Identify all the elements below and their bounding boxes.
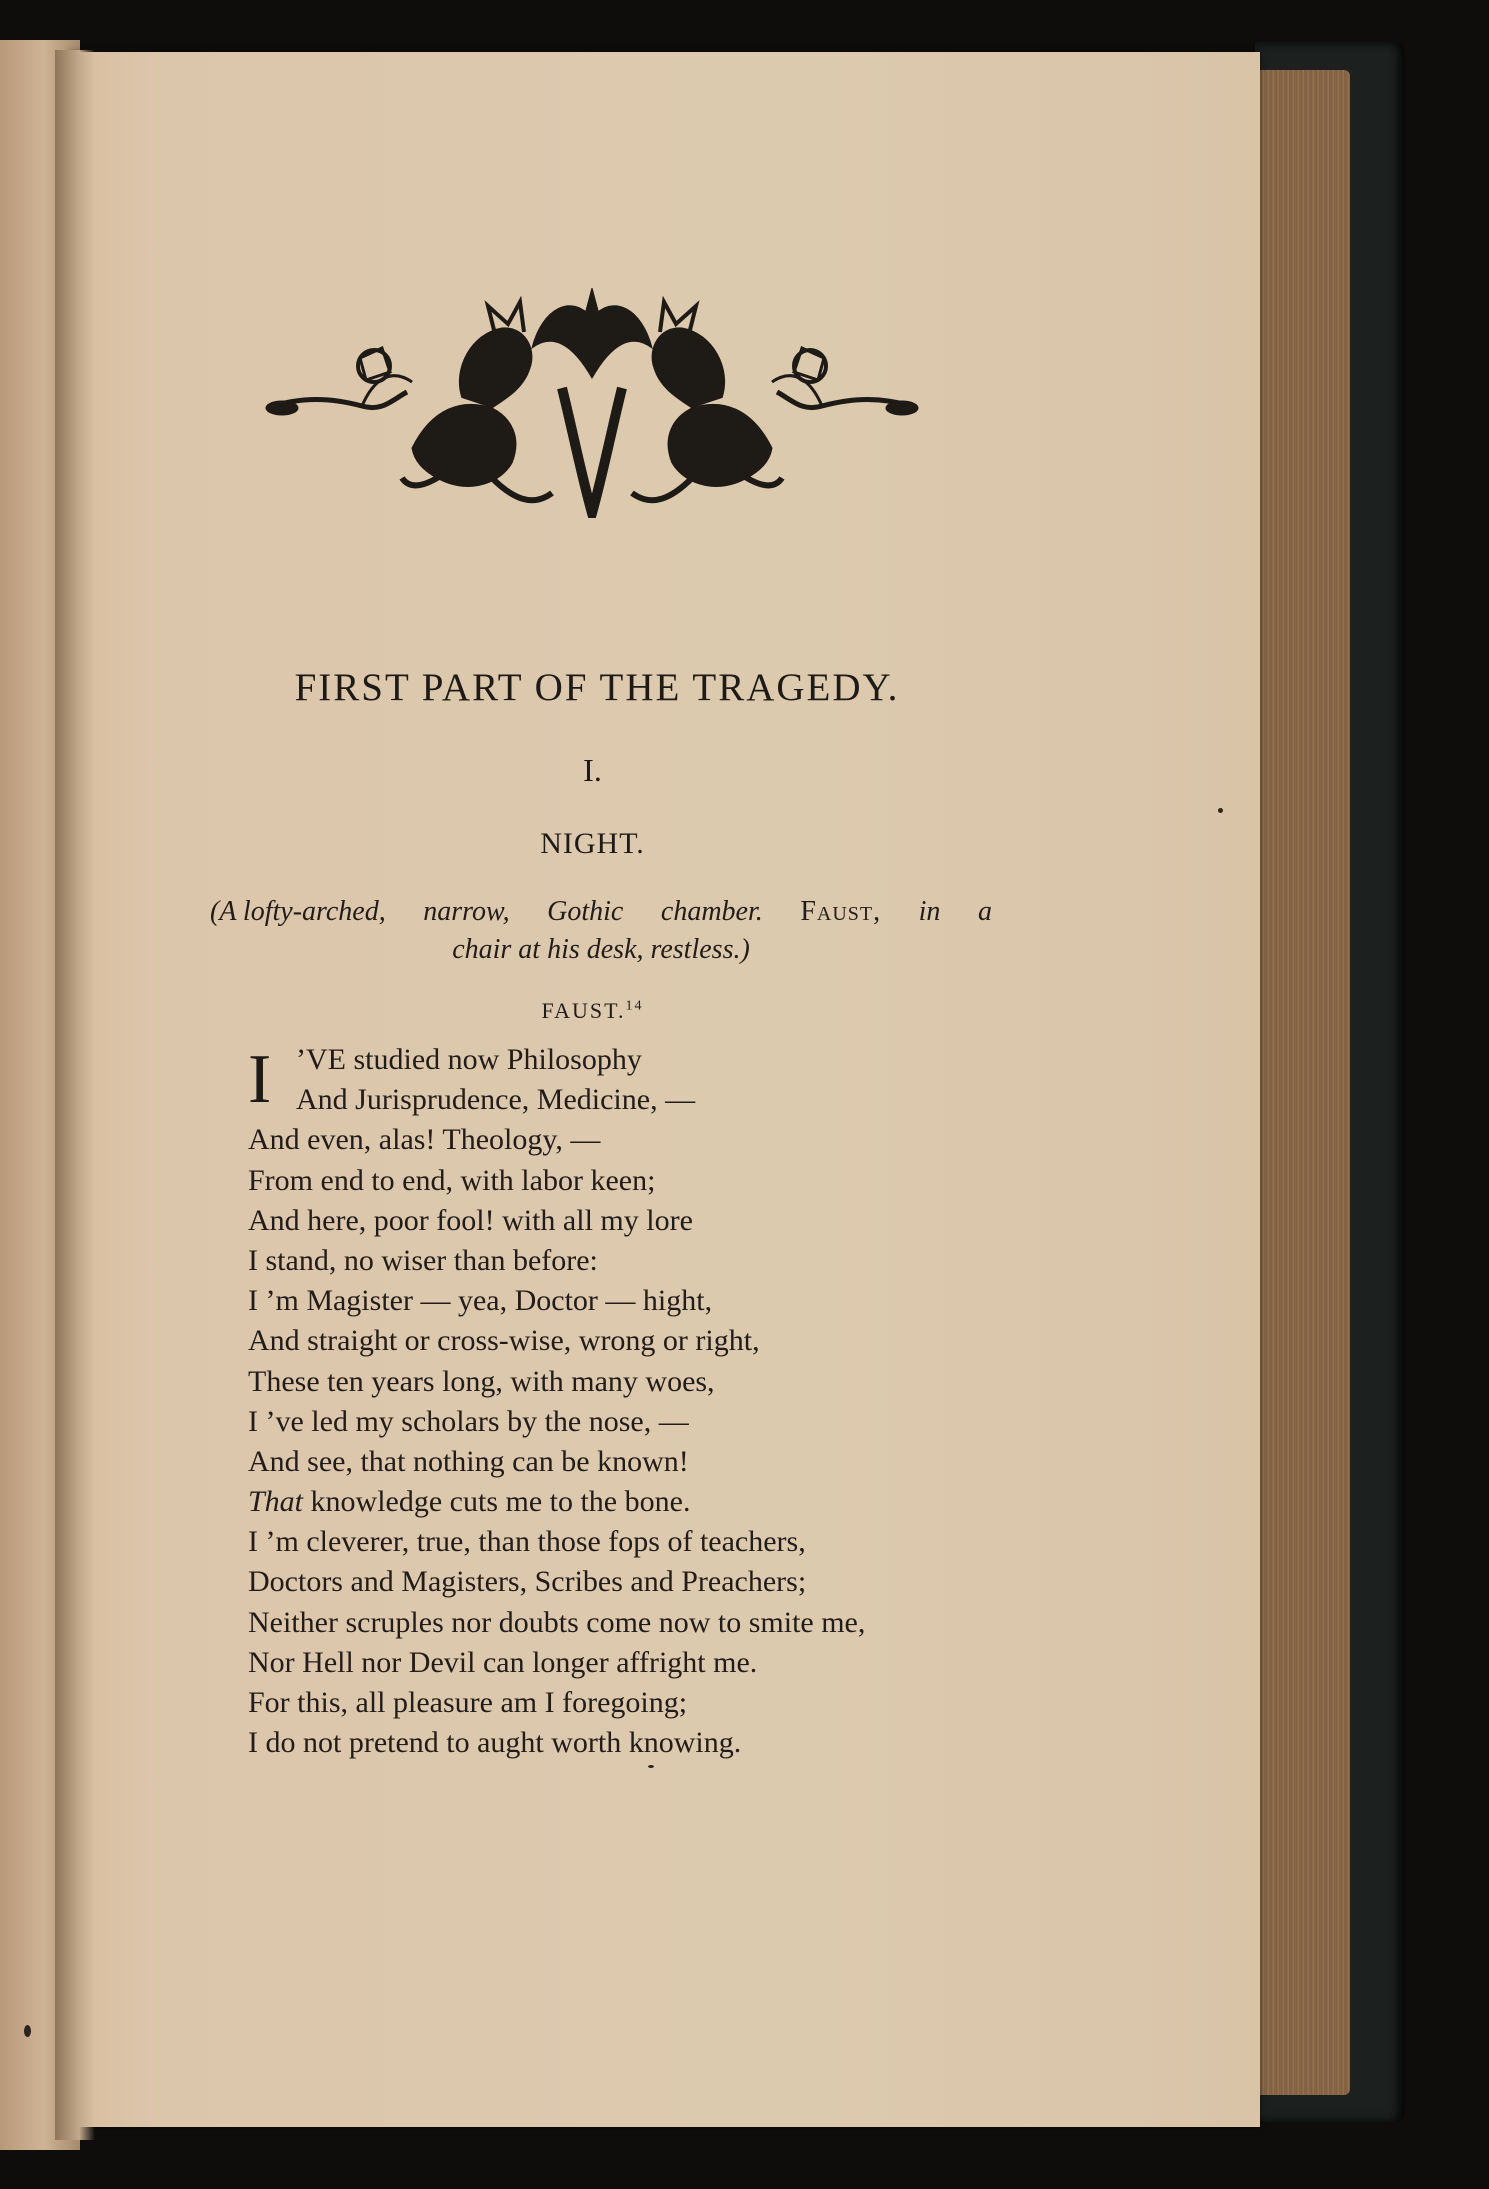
verse-line-text: knowledge cuts me to the bone. — [310, 1485, 691, 1519]
paper-speck — [1218, 808, 1223, 813]
page-title: FIRST PART OF THE TRAGEDY. — [294, 666, 900, 709]
verse-line: And Jurisprudence, Medicine, — — [296, 1083, 696, 1117]
stage-direction-line-1 — [210, 893, 992, 931]
stage-direction-word: a — [977, 896, 992, 927]
drop-cap: I — [248, 1041, 272, 1118]
scene-title: NIGHT. — [540, 827, 645, 860]
verse-line: And even, alas! Theology, — — [248, 1123, 601, 1157]
stage-direction-word: chamber. — [660, 896, 763, 927]
speaker-name: FAUST. — [541, 998, 626, 1023]
verse-line: And see, that nothing can be known! — [248, 1444, 689, 1478]
stage-direction-word: Gothic — [547, 896, 624, 927]
verse-line: For this, all pleasure am I foregoing; — [248, 1686, 688, 1719]
verse-line: Nor Hell nor Devil can longer affright me. — [248, 1645, 758, 1679]
verse-line: I ’m cleverer, true, than those fops of teachers, — [248, 1525, 806, 1559]
stage-direction-text: chair at his desk, restless.) — [452, 934, 750, 965]
paper-speck — [648, 1765, 654, 1768]
stage-direction-word: (A lofty-arched, — [210, 896, 386, 927]
verse-line: These ten years long, with many woes, — [248, 1364, 715, 1398]
verse-line: From end to end, with labor keen; — [248, 1163, 656, 1197]
stage-direction — [210, 893, 992, 969]
verse-block — [248, 1040, 1008, 1763]
section-numeral: I. — [583, 752, 602, 788]
dragon-ornament-illustration — [262, 288, 922, 518]
paper-speck — [24, 2025, 31, 2037]
page-gutter — [55, 50, 95, 2140]
verse-line: I stand, no wiser than before: — [248, 1243, 598, 1277]
stage-direction-word: narrow, — [423, 896, 510, 927]
footnote-reference: 14 — [625, 998, 644, 1014]
verse-line: I ’ve led my scholars by the nose, — — [248, 1404, 689, 1438]
verse-line: Doctors and Magisters, Scribes and Preachers; — [248, 1565, 807, 1599]
verse-line — [248, 1482, 1008, 1522]
verse-line: I do not pretend to aught worth knowing. — [248, 1726, 742, 1760]
verse-italic-word: That — [248, 1485, 304, 1519]
verse-line: ’VE studied now Philosophy — [296, 1043, 642, 1076]
speaker-heading — [240, 998, 945, 1024]
stage-direction-line-2 — [210, 931, 992, 969]
stage-direction-word: in — [918, 896, 941, 927]
stage-direction-character: Faust, — [800, 896, 882, 927]
verse-line: And here, poor fool! with all my lore — [248, 1203, 693, 1237]
verse-line: And straight or cross-wise, wrong or right, — [248, 1324, 760, 1358]
verse-line: Neither scruples nor doubts come now to smite me, — [248, 1605, 866, 1639]
verse-line: I ’m Magister — yea, Doctor — hight, — [248, 1284, 713, 1318]
